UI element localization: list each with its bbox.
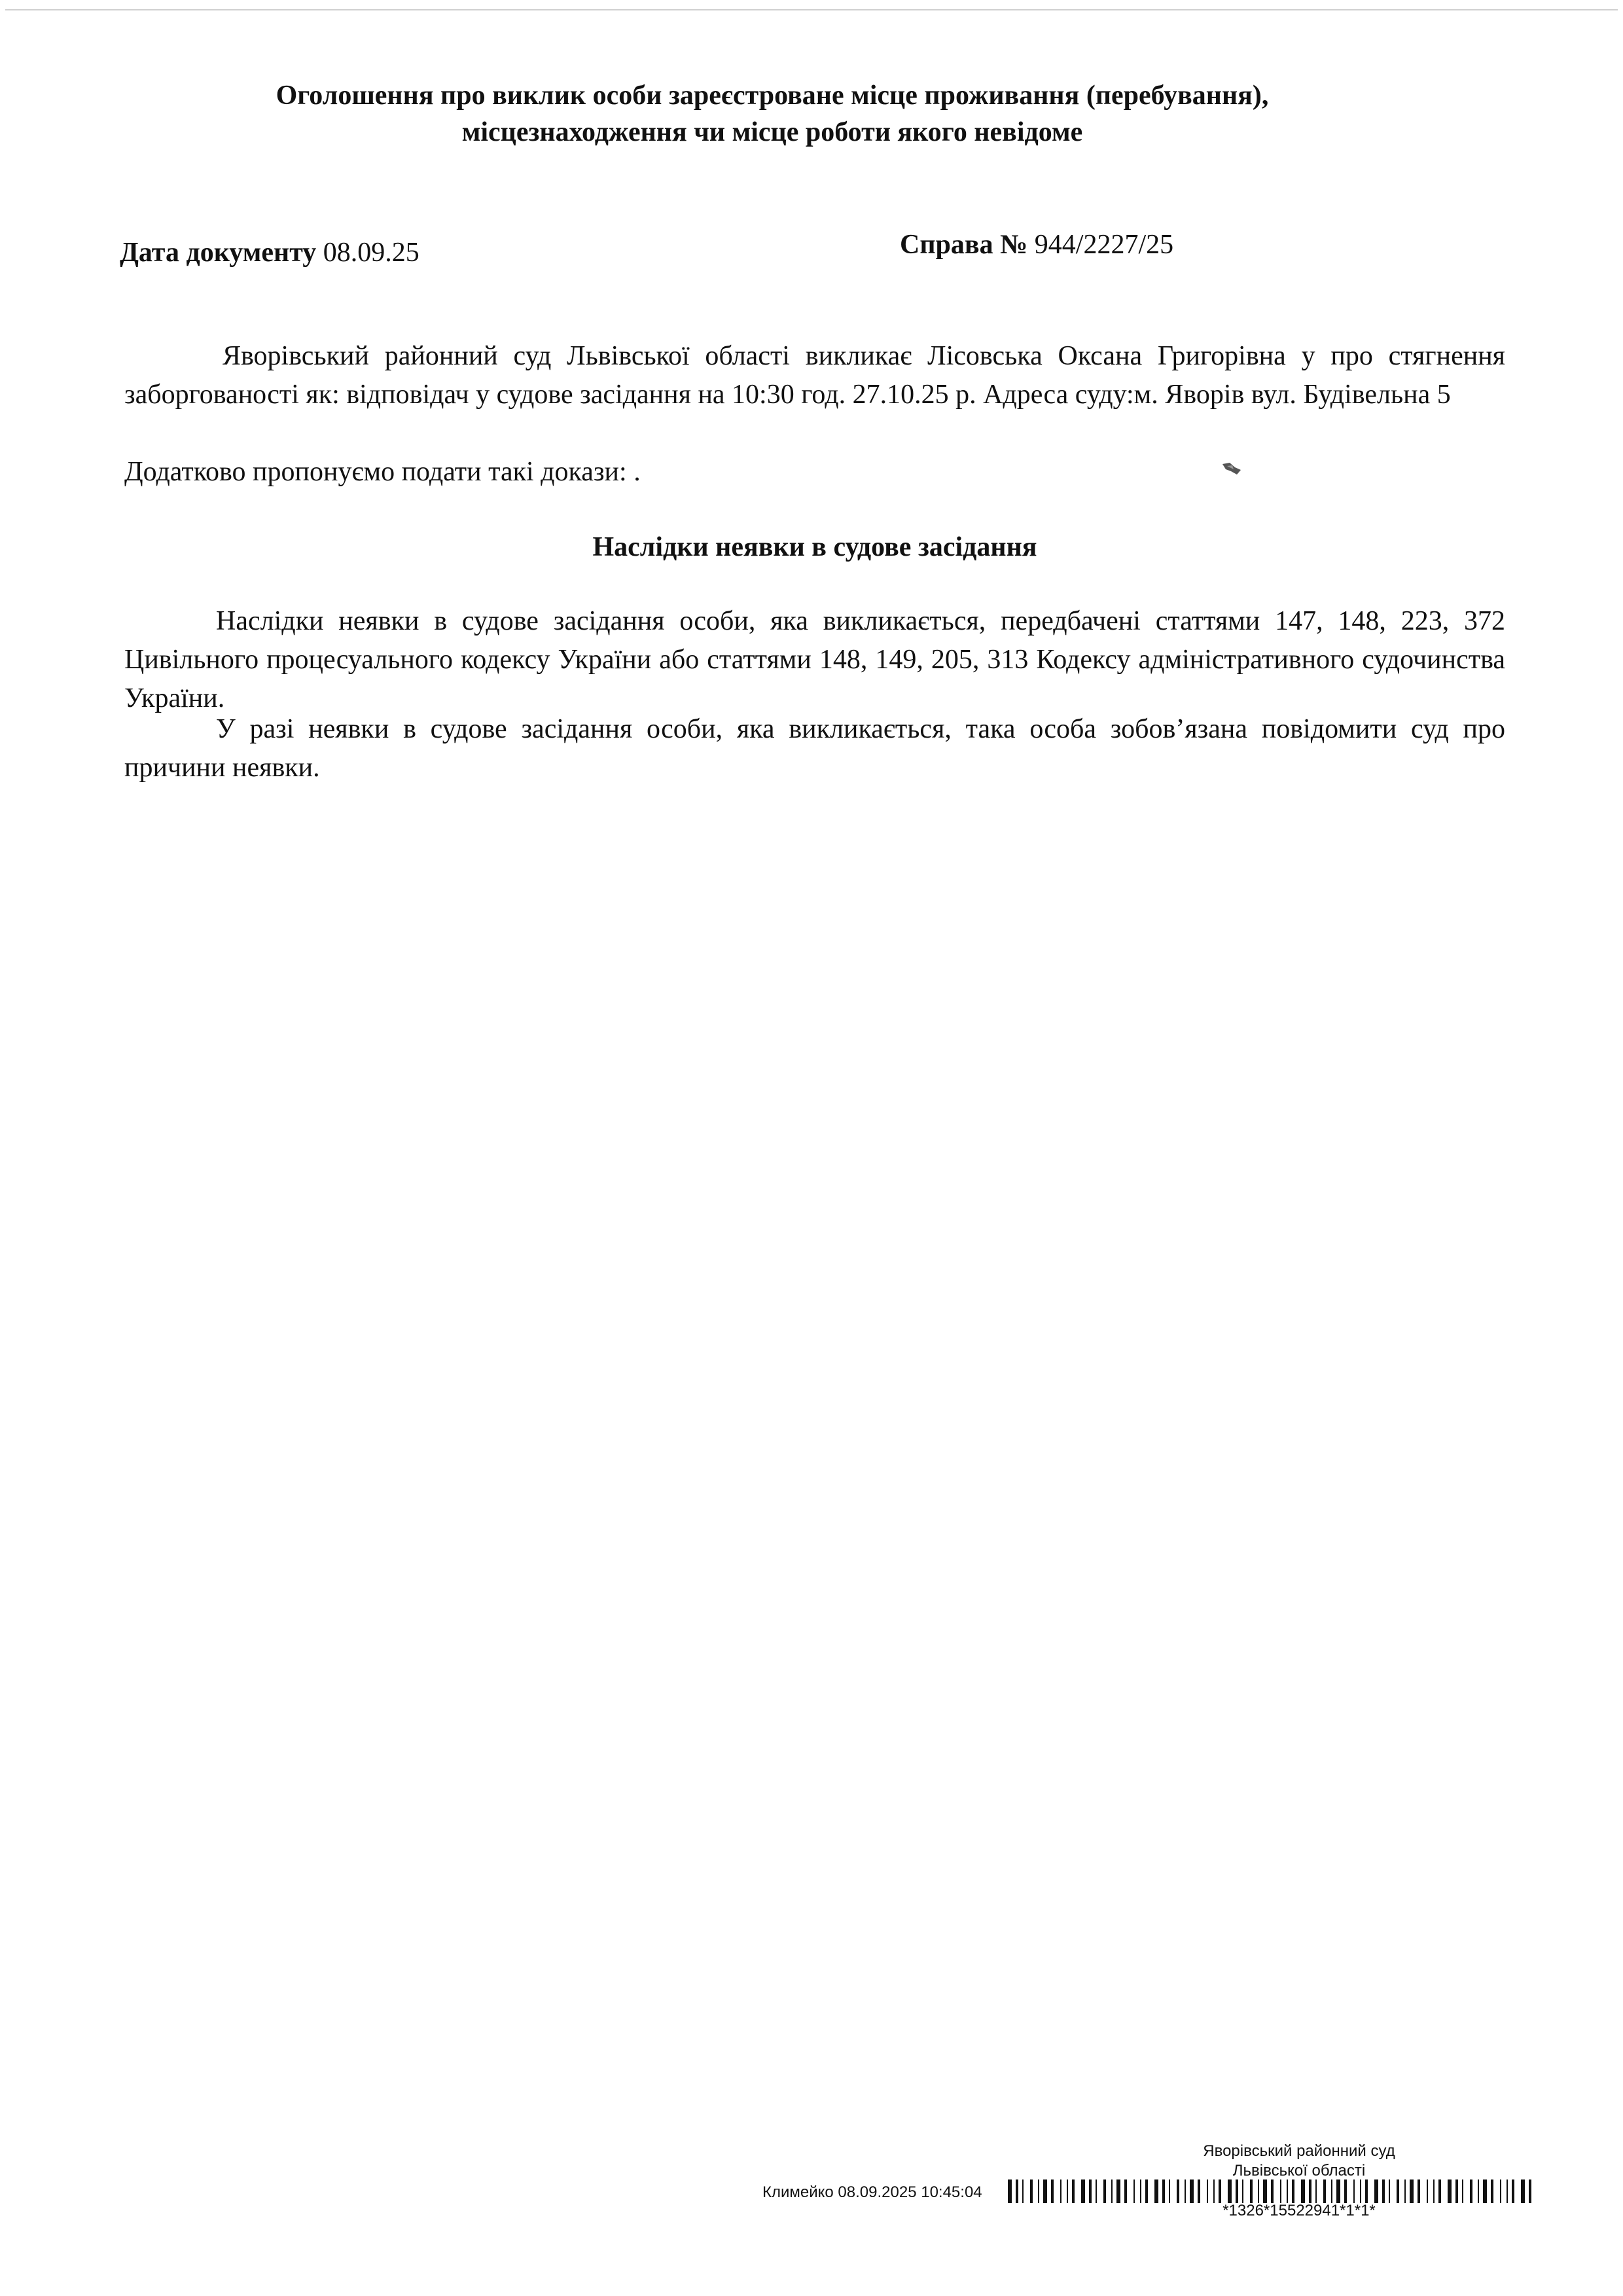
court-stamp-line-2: Львівської області	[1232, 2162, 1366, 2179]
barcode-bar	[1236, 2179, 1238, 2203]
barcode-bar	[1072, 2179, 1075, 2203]
barcode-bar	[1103, 2179, 1106, 2203]
barcode-bar	[1228, 2179, 1232, 2203]
barcode-bar	[1213, 2179, 1215, 2203]
barcode-bar	[1360, 2179, 1361, 2203]
barcode-bar	[1478, 2179, 1479, 2203]
court-stamp	[1047, 2142, 1551, 2181]
barcode-bar	[1529, 2179, 1531, 2203]
barcode-bar	[1177, 2179, 1179, 2203]
date-value: 08.09.25	[323, 238, 419, 268]
barcode-bar	[1353, 2179, 1355, 2203]
barcode-bar	[1336, 2179, 1340, 2203]
document-date	[120, 236, 419, 270]
barcode-bar	[1140, 2179, 1141, 2203]
barcode-bar	[1280, 2179, 1281, 2203]
barcode-bar	[1133, 2179, 1135, 2203]
barcode-bar	[1111, 2179, 1113, 2203]
barcode-bar	[1292, 2179, 1294, 2203]
barcode-bar	[1374, 2179, 1378, 2203]
barcode-bar	[1309, 2179, 1311, 2203]
barcode-bar	[1344, 2179, 1347, 2203]
barcode-number: *1326*15522941*1*1*	[1222, 2202, 1376, 2219]
date-label: Дата документу	[120, 238, 317, 268]
barcode-bar	[1271, 2179, 1274, 2203]
barcode-bar	[1263, 2179, 1267, 2203]
barcode-bar	[1382, 2179, 1385, 2203]
barcode-bar	[1154, 2179, 1158, 2203]
barcode-bar	[1301, 2179, 1305, 2203]
consequences-paragraph: Наслідки неявки в судове засідання особи, яка викликається, передбачені статтями 147, 148, 223, 372 Цивільного процесуального кодексу України або статтями 148, 149, 205, 313 Кодексу адміністративного судочинства України.	[124, 606, 1505, 713]
title-line-1: Оголошення про виклик особи зареєстроване місце проживання (перебування),	[276, 81, 1269, 111]
barcode-bar	[1410, 2179, 1414, 2203]
barcode-bar	[1242, 2179, 1243, 2203]
barcode-bar	[1404, 2179, 1406, 2203]
barcode-bar	[1323, 2179, 1326, 2203]
barcode-bar	[1096, 2179, 1097, 2203]
case-label: Справа №	[900, 230, 1028, 260]
barcode-bar	[1116, 2179, 1120, 2203]
case-number	[900, 228, 1173, 262]
barcode-bar	[1418, 2179, 1420, 2203]
barcode-bar	[1427, 2179, 1428, 2203]
barcode-bar	[1470, 2179, 1472, 2203]
barcode-bar	[1207, 2179, 1208, 2203]
title-line-2: місцезнаходження чи місце роботи якого невідоме	[461, 117, 1083, 147]
barcode-bar	[1030, 2179, 1033, 2203]
barcode-bar	[1169, 2179, 1170, 2203]
barcode-bar	[1051, 2179, 1054, 2203]
barcode-bar	[1433, 2179, 1435, 2203]
barcode-bar	[1185, 2179, 1186, 2203]
barcode-bar	[1043, 2179, 1047, 2203]
court-stamp-line-1: Яворівський районний суд	[1203, 2142, 1395, 2160]
barcode-bar	[1455, 2179, 1458, 2203]
barcode-bar	[1089, 2179, 1092, 2203]
barcode-bar	[1145, 2179, 1148, 2203]
barcode-bar	[1500, 2179, 1501, 2203]
barcode-bar	[1397, 2179, 1399, 2203]
barcode-bar	[1081, 2179, 1085, 2203]
barcode-bar	[1258, 2179, 1259, 2203]
notification-paragraph: У разі неявки в судове засідання особи, яка викликається, така особа зобов’язана повідомити суд про причини неявки.	[124, 714, 1505, 783]
summons-paragraph: Яворівський районний суд Львівської області викликає Лісовська Оксана Григорівна у про стягнення заборгованості як: відповідач у судове засідання на 10:30 год. 27.10.25 р. Адреса суду:м. Яворів вул. Будівельна 5	[124, 341, 1505, 410]
barcode-bar	[1198, 2179, 1200, 2203]
barcode-bar	[1315, 2179, 1317, 2203]
barcode-bar	[1287, 2179, 1288, 2203]
barcode-bar	[1022, 2179, 1024, 2203]
barcode-bar	[1162, 2179, 1165, 2203]
evidence-paragraph: Додатково пропонуємо подати такі докази: .	[124, 457, 641, 487]
ink-mark-icon	[1221, 461, 1243, 477]
barcode-bar	[1124, 2179, 1127, 2203]
barcode-bar	[1462, 2179, 1463, 2203]
page-edge	[5, 9, 1618, 10]
barcode-bar	[1365, 2179, 1368, 2203]
barcode-bar	[1448, 2179, 1452, 2203]
case-value: 944/2227/25	[1034, 230, 1174, 260]
signer-timestamp: Климейко 08.09.2025 10:45:04	[762, 2183, 982, 2201]
barcode-bar	[1507, 2179, 1508, 2203]
barcode-bar	[1190, 2179, 1194, 2203]
barcode-bar	[1491, 2179, 1493, 2203]
barcode-bar	[1016, 2179, 1018, 2203]
document-title	[118, 77, 1427, 151]
barcode-bar	[1389, 2179, 1390, 2203]
barcode	[1008, 2179, 1531, 2203]
barcode-bar	[1067, 2179, 1068, 2203]
barcode-bar	[1250, 2179, 1253, 2203]
barcode-bar	[1060, 2179, 1061, 2203]
barcode-bar	[1483, 2179, 1487, 2203]
barcode-bar	[1438, 2179, 1441, 2203]
barcode-bar	[1038, 2179, 1039, 2203]
barcode-bar	[1008, 2179, 1012, 2203]
barcode-bar	[1521, 2179, 1525, 2203]
section-heading: Наслідки неявки в судове засідання	[592, 532, 1037, 562]
barcode-bar	[1512, 2179, 1514, 2203]
barcode-bar	[1331, 2179, 1332, 2203]
barcode-bar	[1219, 2179, 1221, 2203]
